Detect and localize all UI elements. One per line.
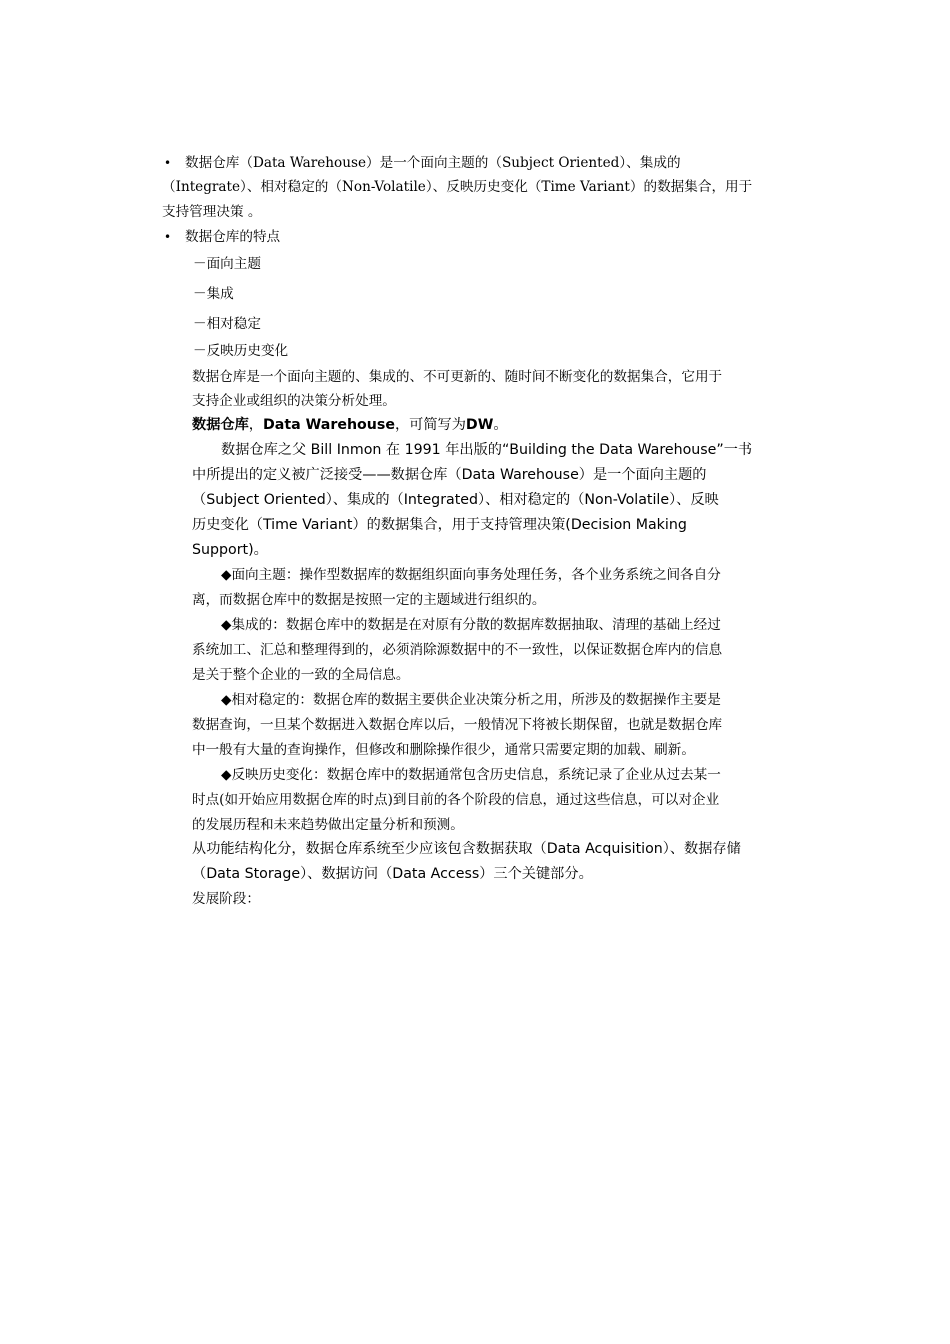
- paragraph-6-line-2: 数据查询，一旦某个数据进入数据仓库以后，一般情况下将被长期保留，也就是数据仓库: [192, 717, 723, 733]
- term-data-warehouse-cn: 数据仓库: [192, 417, 249, 433]
- paragraph-8-line-1: 从功能结构化分，数据仓库系统至少应该包含数据获取（Data Acquisition）、数据存储: [192, 841, 741, 857]
- features-title: 数据仓库的特点: [185, 229, 281, 245]
- paragraph-1-line-1: 数据仓库是一个面向主题的、集成的、不可更新的、随时间不断变化的数据集合，它用于: [192, 369, 723, 385]
- feature-item: －反映历史变化: [193, 343, 289, 359]
- paragraph-6-line-1: ◆相对稳定的：数据仓库的数据主要供企业决策分析之用，所涉及的数据操作主要是: [221, 692, 721, 708]
- paragraph-4-line-1: ◆面向主题：操作型数据库的数据组织面向事务处理任务，各个业务系统之间各自分: [221, 567, 721, 583]
- paragraph-3-line-5: Support)。: [192, 542, 268, 558]
- definition-line-1: 数据仓库（Data Warehouse）是一个面向主题的（Subject Oriented）、集成的: [185, 155, 681, 171]
- paragraph-5-line-1: ◆集成的：数据仓库中的数据是在对原有分散的数据库数据抽取、清理的基础上经过: [221, 617, 721, 633]
- paragraph-6-line-3: 中一般有大量的查询操作，但修改和删除操作很少，通常只需要定期的加载、刷新。: [192, 742, 695, 758]
- paragraph-8-line-2: （Data Storage）、数据访问（Data Access）三个关键部分。: [192, 866, 593, 882]
- paragraph-3-line-2: 中所提出的定义被广泛接受——数据仓库（Data Warehouse）是一个面向主题的: [192, 467, 707, 483]
- feature-item: －集成: [193, 286, 234, 302]
- definition-line-3: 支持管理决策 。: [162, 204, 262, 220]
- term-data-warehouse-en: Data Warehouse: [262, 417, 395, 433]
- paragraph-5-line-2: 系统加工、汇总和整理得到的，必须消除源数据中的不一致性，以保证数据仓库内的信息: [192, 642, 723, 658]
- definition-line-2: （Integrate）、相对稳定的（Non-Volatile）、反映历史变化（Time Variant）的数据集合，用于: [162, 179, 753, 195]
- paragraph-3-line-4: 历史变化（Time Variant）的数据集合，用于支持管理决策(Decision Making: [192, 517, 687, 533]
- paragraph-7-line-2: 时点(如开始应用数据仓库的时点)到目前的各个阶段的信息，通过这些信息，可以对企业: [192, 792, 720, 808]
- paragraph-4-line-2: 离，而数据仓库中的数据是按照一定的主题域进行组织的。: [192, 592, 546, 608]
- feature-item: －面向主题: [193, 256, 261, 272]
- paragraph-5-line-3: 是关于整个企业的一致的全局信息。: [192, 667, 410, 683]
- period: 。: [493, 417, 508, 433]
- paragraph-7-line-3: 的发展历程和未来趋势做出定量分析和预测。: [192, 817, 464, 833]
- paragraph-3-line-1: 数据仓库之父 Bill Inmon 在 1991 年出版的“Building the Data Warehouse”一书: [221, 442, 753, 458]
- bullet-marker: •: [164, 230, 172, 244]
- feature-item: －相对稳定: [193, 316, 261, 332]
- paragraph-7-line-1: ◆反映历史变化：数据仓库中的数据通常包含历史信息，系统记录了企业从过去某一: [221, 767, 721, 783]
- paragraph-2: [192, 416, 508, 434]
- abbr-intro: ，可简写为: [394, 417, 466, 433]
- paragraph-9: 发展阶段：: [192, 891, 260, 907]
- separator: ，: [248, 417, 263, 433]
- bullet-marker: •: [164, 156, 172, 170]
- paragraph-3-line-3: （Subject Oriented）、集成的（Integrated）、相对稳定的（Non-Volatile）、反映: [192, 492, 719, 508]
- term-dw: DW: [465, 417, 494, 433]
- paragraph-1-line-2: 支持企业或组织的决策分析处理。: [192, 393, 396, 409]
